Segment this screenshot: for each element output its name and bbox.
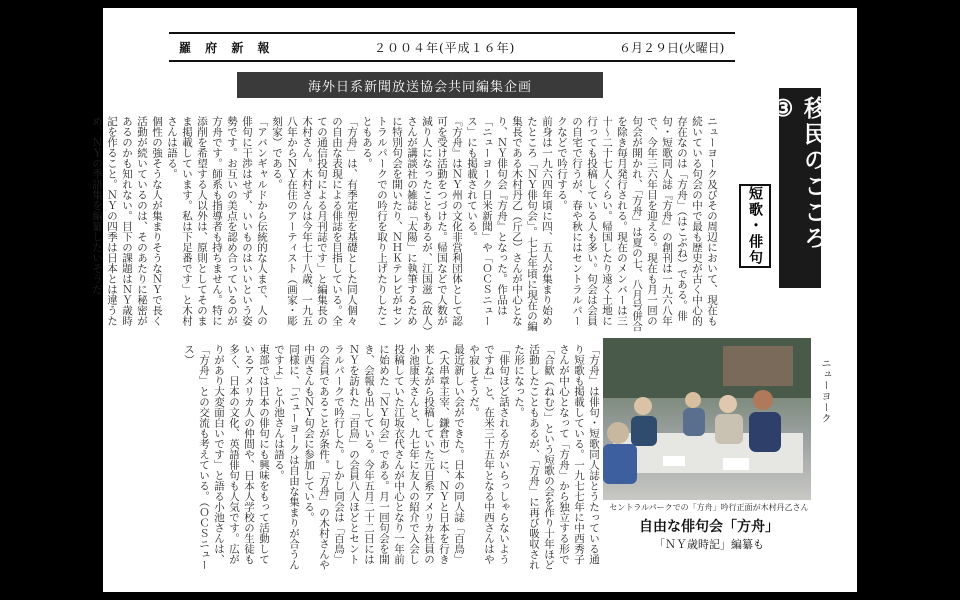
feature-banner: 海外日系新聞放送協会共同編集企画 (237, 72, 603, 98)
photo-illustration (603, 338, 811, 500)
newspaper-page (91, 8, 857, 592)
article-body-bottom: 「方舟」は俳句・短歌同人誌とうたっている通り短歌も掲載している。一九七七年に中西秀子さんが中心となって「方舟」から独立する形で「合歓（ねむ）」という短歌の会を作り十年ほど活動したこともあるが、「方舟」に再び吸収された形になった。 「俳句ほど話される方がいらっしゃらないようですね」と、在米三十五年となる中西さんはやや寂しそうだ。 最近新しい会ができた。日本の同人誌「百鳥」（大串章主宰、鎌倉市）に、ＮＹと日本を行き来しながら投稿していた元日系アメリカ社員の小池康夫さんと、九七年に友人の紹介で入会し投稿していた江坂衣代さんが中心となり一年前に始めた「ＮＹ句会」である。月一回句会を開き、会報も出している。今年五月二十二日にはＮＹを訪れた「百鳥」の会員八人ほどとセントラルパークで吟行した。しかし同会は「百鳥」の会員であることが条件。「方舟」の木村さんや中西さんもＮＹ句会に参加している。 同様に、「ニューヨークは自由な集まりが合うんですよ」と小池さんは語る。 東部では日本の俳句にも興味をもって活動しているアメリカ人の仲間や、日本人学校の生徒も多く、日本の文化、英語俳句も人気です。広がりがあり大変面白いです」と語る小池さんは、「方舟」との交流も考えている。（ＯＣＳニュース） (183, 344, 600, 570)
article-photo (603, 338, 811, 500)
location-label: ニューヨーク (819, 358, 830, 424)
paper-name: 羅 府 新 報 (179, 41, 275, 55)
genre-label: 短歌・俳句 (739, 184, 771, 268)
masthead (169, 32, 735, 62)
photo-subhead: 「ＮＹ歳時記」編纂も (654, 538, 764, 551)
issue-weekday: ６月２９日(火曜日) (619, 41, 725, 55)
series-title: 移民のこころ ③ (779, 88, 821, 288)
photo-caption: セントラルパークでの「方舟」吟行正面が木村丹乙さん (609, 503, 809, 512)
issue-date: ２００４年(平成１６年) (374, 41, 516, 55)
article-body-top: ニューヨーク及びその周辺において、現在も続いている句会の中で最も歴史が古く中心的存在なのは「方舟」（はこぶね）である。俳句・短歌同人誌『方舟』の創刊は一九六八年で、今年三六年目を迎える。現在も月一回の句会が開かれ、「方舟」は夏の七、八月号併合を除き毎月発行される。現在のメンバーは三十〜二十七人くらい。帰国したり遠く土地に行っても投稿している人も多い。句会は会員の自宅で行うが、春や秋にはセントラルパークなどで吟行する。 前身は一九六四年頃に四、五人が集まり始めたところ「ＮＹ俳句会」。七七年頃に現在の編集長である木村丹乙（斤乙）さんが中心となり、ＮＹ俳句会『方舟』となった。作品は「ニューヨーク日米新聞」や「ＯＣＳニュース」にも掲載されている。 『方舟』はＮＹ州の文化非営利団体として認可を受け活動をつづけた。帰国などで人数が減り人になったこともあるが、江国滋（故人）さんが講談社の雑誌「太陽」に執筆するために特別句会を開いたり、ＮＨＫテレビがセントラルパークでの吟行を取り上げたりしたこともある。 「方舟」は、有季定型を基礎とした同人個々の自由な表現による俳誌を目指している。全ての通信投句による月刊誌です」と編集長の木村さん。木村さんは今年七十八歳、一九五八年からＮＹ在住のアーティスト（画家・彫刻家）である。 「アバンギャルドから伝統的な人まで、人の俳句に干渉はせず、いいものはいいという姿勢です。お互いの美点を認め合っているのが方舟です。師系も指導者も持ちません。特に添削を希望する人以外は、原則としてそのまま掲載しています。私は下足番です」と木村さんは語る。 個性の強そうな人が集まりそうなＮＹで長く活動が続いているのは、そのあたりに秘密があるのかも知れない。目下の課題はＮＹ歳時記を作ること。ＮＹの四季は日本とは違うため、ＮＹの季語集を編纂したいそうだ (91, 116, 718, 332)
photo-headline: 自由な俳句会「方舟」 (639, 519, 779, 535)
